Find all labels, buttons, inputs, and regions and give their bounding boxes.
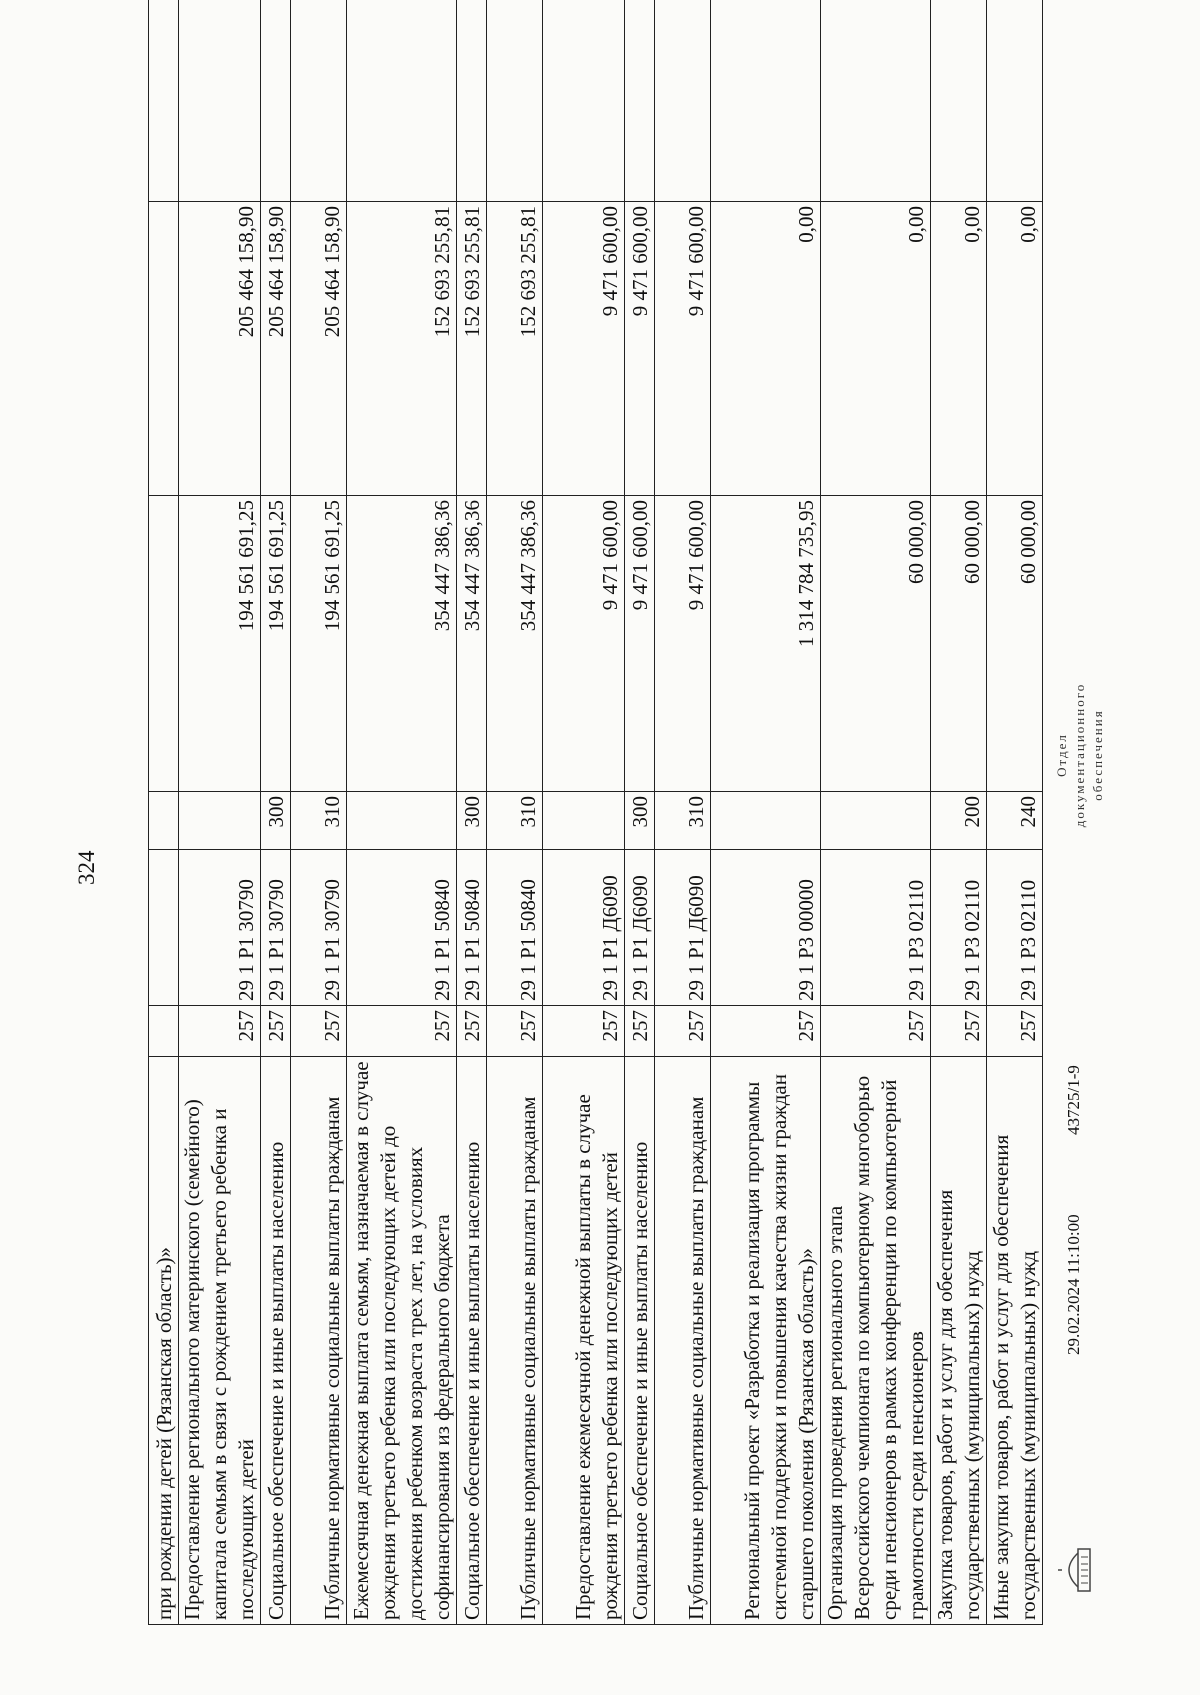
row-name: Социальное обеспечение и иные выплаты населению bbox=[625, 1057, 655, 1625]
admin-code: 257 bbox=[179, 1006, 261, 1057]
target-article-code: 29 1 Р3 02110 bbox=[987, 850, 1043, 1006]
amount-col3 bbox=[347, 0, 457, 202]
amount-col1: 354 447 386,36 bbox=[457, 496, 487, 792]
row-name: Региональный проект «Разработка и реализация программы системной поддержки и повышения качества жизни граждан старшего поколения (Рязанская область)» bbox=[711, 1057, 821, 1625]
amount-col1: 9 471 600,00 bbox=[543, 496, 625, 792]
row-name: Предоставление регионального материнского (семейного) капитала семьям в связи с рождением третьего ребенка и последующих детей bbox=[179, 1057, 261, 1625]
table-row bbox=[655, 0, 711, 1625]
admin-code: 257 bbox=[987, 1006, 1043, 1057]
admin-code: 257 bbox=[291, 1006, 347, 1057]
amount-col2: 205 464 158,90 bbox=[261, 202, 291, 496]
amount-col2: 152 693 255,81 bbox=[457, 202, 487, 496]
amount-col1: 194 561 691,25 bbox=[261, 496, 291, 792]
amount-col3 bbox=[931, 0, 987, 202]
department-stamp bbox=[1053, 675, 1107, 835]
amount-col1: 60 000,00 bbox=[987, 496, 1043, 792]
admin-code: 257 bbox=[625, 1006, 655, 1057]
admin-code: 257 bbox=[347, 1006, 457, 1057]
target-article-code: 29 1 Р1 Д6090 bbox=[543, 850, 625, 1006]
table-row bbox=[261, 0, 291, 1625]
amount-col2: 152 693 255,81 bbox=[347, 202, 457, 496]
amount-col3 bbox=[457, 0, 487, 202]
row-name: Закупка товаров, работ и услуг для обеспечения государственных (муниципальных) нужд bbox=[931, 1057, 987, 1625]
amount-col2: 205 464 158,90 bbox=[291, 202, 347, 496]
expense-type-code bbox=[347, 792, 457, 850]
table-row bbox=[179, 0, 261, 1625]
amount-col2: 0,00 bbox=[711, 202, 821, 496]
amount-col3 bbox=[987, 0, 1043, 202]
amount-col3 bbox=[149, 0, 179, 202]
expense-type-code: 310 bbox=[291, 792, 347, 850]
target-article-code: 29 1 Р1 50840 bbox=[487, 850, 543, 1006]
amount-col2: 9 471 600,00 bbox=[625, 202, 655, 496]
target-article-code: 29 1 Р1 50840 bbox=[347, 850, 457, 1006]
row-name: Предоставление ежемесячной денежной выплаты в случае рождения третьего ребенка или последующих детей bbox=[543, 1057, 625, 1625]
expense-type-code bbox=[179, 792, 261, 850]
admin-code: 257 bbox=[261, 1006, 291, 1057]
expense-type-code: 310 bbox=[655, 792, 711, 850]
target-article-code: 29 1 Р1 30790 bbox=[261, 850, 291, 1006]
table-row bbox=[821, 0, 931, 1625]
amount-col3 bbox=[625, 0, 655, 202]
target-article-code: 29 1 Р1 30790 bbox=[179, 850, 261, 1006]
amount-col1: 1 314 784 735,95 bbox=[711, 496, 821, 792]
amount-col3 bbox=[291, 0, 347, 202]
row-name: при рождении детей (Рязанская область)» bbox=[149, 1057, 179, 1625]
row-name: Организация проведения регионального этапа Всероссийского чемпионата по компьютерному многоборью среди пенсионеров в рамках конференции по компьютерной грамотности среди пенсионеров bbox=[821, 1057, 931, 1625]
table-row bbox=[931, 0, 987, 1625]
amount-col1: 9 471 600,00 bbox=[655, 496, 711, 792]
admin-code: 257 bbox=[711, 1006, 821, 1057]
expense-type-code: 300 bbox=[625, 792, 655, 850]
expense-type-code: 300 bbox=[261, 792, 291, 850]
amount-col1: 354 447 386,36 bbox=[487, 496, 543, 792]
target-article-code: 29 1 Р1 50840 bbox=[457, 850, 487, 1006]
table-row bbox=[711, 0, 821, 1625]
target-article-code: 29 1 Р1 Д6090 bbox=[625, 850, 655, 1006]
admin-code: 257 bbox=[931, 1006, 987, 1057]
row-name: Публичные нормативные социальные выплаты гражданам bbox=[291, 1057, 347, 1625]
admin-code: 257 bbox=[457, 1006, 487, 1057]
amount-col2: 9 471 600,00 bbox=[655, 202, 711, 496]
amount-col1: 60 000,00 bbox=[821, 496, 931, 792]
amount-col2: 205 464 158,90 bbox=[179, 202, 261, 496]
footer-registration-number: 43725/1-9 bbox=[1064, 1065, 1083, 1135]
amount-col2: 152 693 255,81 bbox=[487, 202, 543, 496]
row-name: Публичные нормативные социальные выплаты гражданам bbox=[655, 1057, 711, 1625]
table-row bbox=[347, 0, 457, 1625]
target-article-code: 29 1 Р1 Д6090 bbox=[655, 850, 711, 1006]
row-name: Ежемесячная денежная выплата семьям, назначаемая в случае рождения третьего ребенка или последующих детей до достижения ребенком возраста трех лет, на условиях софинансирования из федерального бюджета bbox=[347, 1057, 457, 1625]
row-name: Социальное обеспечение и иные выплаты населению bbox=[261, 1057, 291, 1625]
amount-col1: 60 000,00 bbox=[931, 496, 987, 792]
amount-col1: 194 561 691,25 bbox=[291, 496, 347, 792]
amount-col3 bbox=[179, 0, 261, 202]
table-row bbox=[149, 0, 179, 1625]
amount-col2: 0,00 bbox=[987, 202, 1043, 496]
table-row bbox=[543, 0, 625, 1625]
expense-type-code: 240 bbox=[987, 792, 1043, 850]
expense-type-code bbox=[711, 792, 821, 850]
row-name: Публичные нормативные социальные выплаты гражданам bbox=[487, 1057, 543, 1625]
table-row bbox=[987, 0, 1043, 1625]
target-article-code: 29 1 Р3 00000 bbox=[711, 850, 821, 1006]
stamp-line-2: обеспечения bbox=[1090, 709, 1105, 801]
table-row bbox=[457, 0, 487, 1625]
amount-col1: 354 447 386,36 bbox=[347, 496, 457, 792]
expense-type-code: 310 bbox=[487, 792, 543, 850]
expense-type-code bbox=[821, 792, 931, 850]
amount-col2: 0,00 bbox=[931, 202, 987, 496]
row-name: Социальное обеспечение и иные выплаты населению bbox=[457, 1057, 487, 1625]
amount-col3 bbox=[487, 0, 543, 202]
amount-col3 bbox=[821, 0, 931, 202]
expense-type-code bbox=[543, 792, 625, 850]
row-name: Иные закупки товаров, работ и услуг для обеспечения государственных (муниципальных) нужд bbox=[987, 1057, 1043, 1625]
admin-code: 257 bbox=[487, 1006, 543, 1057]
target-article-code: 29 1 Р1 30790 bbox=[291, 850, 347, 1006]
table-row bbox=[625, 0, 655, 1625]
amount-col1: 194 561 691,25 bbox=[179, 496, 261, 792]
amount-col1: 9 471 600,00 bbox=[625, 496, 655, 792]
footer-date: 29.02.2024 11:10:00 bbox=[1064, 1214, 1083, 1355]
table-row bbox=[291, 0, 347, 1625]
amount-col3 bbox=[655, 0, 711, 202]
table-row bbox=[487, 0, 543, 1625]
admin-code: 257 bbox=[655, 1006, 711, 1057]
amount-col2: 0,00 bbox=[821, 202, 931, 496]
amount-col3 bbox=[711, 0, 821, 202]
budget-table bbox=[148, 0, 1043, 1625]
expense-type-code: 300 bbox=[457, 792, 487, 850]
amount-col3 bbox=[261, 0, 291, 202]
admin-code: 257 bbox=[821, 1006, 931, 1057]
amount-col2 bbox=[149, 202, 179, 496]
amount-col2: 9 471 600,00 bbox=[543, 202, 625, 496]
amount-col1 bbox=[149, 496, 179, 792]
expense-type-code: 200 bbox=[931, 792, 987, 850]
admin-code bbox=[149, 1006, 179, 1057]
page-number: 324 bbox=[74, 850, 99, 885]
stamp-line-1: Отдел документационного bbox=[1054, 682, 1087, 828]
target-article-code: 29 1 Р3 02110 bbox=[821, 850, 931, 1006]
coat-of-arms-emblem-icon bbox=[1058, 1545, 1092, 1595]
amount-col3 bbox=[543, 0, 625, 202]
target-article-code bbox=[149, 850, 179, 1006]
target-article-code: 29 1 Р3 02110 bbox=[931, 850, 987, 1006]
admin-code: 257 bbox=[543, 1006, 625, 1057]
expense-type-code bbox=[149, 792, 179, 850]
